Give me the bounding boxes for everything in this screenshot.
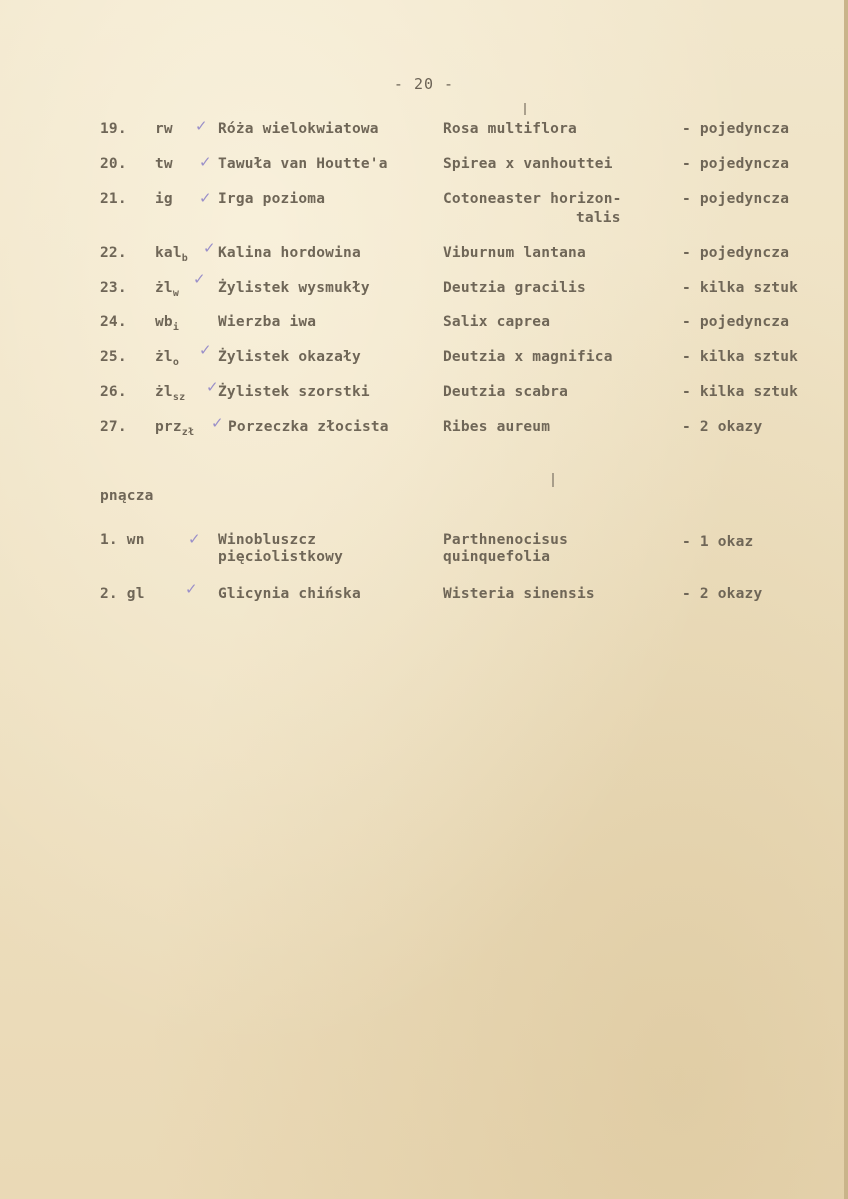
polish-name: Glicynia chińska <box>218 586 361 602</box>
polish-name: Irga pozioma <box>218 191 326 207</box>
check-mark-icon: ✓ <box>211 414 224 432</box>
polish-name: Porzeczka złocista <box>228 419 389 435</box>
item-abbreviation <box>155 279 179 303</box>
ink-mark <box>524 103 526 115</box>
polish-name: Żylistek okazały <box>218 349 361 365</box>
polish-name: Winobluszcz <box>218 532 317 548</box>
item-number: 2. gl <box>100 586 145 602</box>
latin-name: Salix caprea <box>443 314 551 330</box>
abbr-base: żl <box>155 280 173 296</box>
quantity: - 2 okazy <box>682 419 763 435</box>
list-item <box>0 190 848 230</box>
polish-name: Wierzba iwa <box>218 314 317 330</box>
item-number: 21. <box>100 191 127 207</box>
latin-name-continuation: quinquefolia <box>443 549 551 565</box>
polish-name-continuation: pięciolistkowy <box>218 549 344 565</box>
item-number: 24. <box>100 314 127 330</box>
item-abbreviation: tw <box>155 156 173 172</box>
item-number: 23. <box>100 280 127 296</box>
latin-name: Deutzia scabra <box>443 384 569 400</box>
latin-name-continuation: talis <box>576 210 621 226</box>
list-item <box>0 239 848 284</box>
quantity: - kilka sztuk <box>682 349 799 365</box>
item-abbreviation <box>155 383 185 407</box>
check-mark-icon: ✓ <box>193 270 206 288</box>
quantity: - pojedyncza <box>682 314 790 330</box>
quantity: - 1 okaz <box>682 534 754 550</box>
item-abbreviation: ig <box>155 191 173 207</box>
list-item <box>0 155 848 195</box>
abbr-base: kal <box>155 245 182 261</box>
polish-name: Żylistek wysmukły <box>218 280 370 296</box>
item-abbreviation <box>155 348 179 372</box>
list-item <box>0 341 848 388</box>
abbr-subscript: sz <box>172 392 186 403</box>
abbr-base: wb <box>155 314 173 330</box>
abbr-base: żl <box>155 384 173 400</box>
list-item <box>0 414 848 458</box>
latin-name: Viburnum lantana <box>443 245 586 261</box>
item-number: 22. <box>100 245 127 261</box>
section-title: pnącza <box>100 488 154 504</box>
abbr-base: żl <box>155 349 173 365</box>
quantity: - pojedyncza <box>682 121 790 137</box>
polish-name: Kalina hordowina <box>218 245 361 261</box>
quantity: - kilka sztuk <box>682 384 799 400</box>
quantity: - 2 okazy <box>682 586 763 602</box>
quantity: - pojedyncza <box>682 245 790 261</box>
item-abbreviation: rw <box>155 121 173 137</box>
quantity: - pojedyncza <box>682 156 790 172</box>
check-mark-icon: ✓ <box>188 530 201 548</box>
item-number: 26. <box>100 384 127 400</box>
check-mark-icon: ✓ <box>203 239 216 257</box>
item-number: 1. wn <box>100 532 145 548</box>
item-number: 20. <box>100 156 127 172</box>
latin-name: Parthnenocisus <box>443 532 569 548</box>
latin-name: Deutzia gracilis <box>443 280 586 296</box>
check-mark-icon: ✓ <box>199 153 212 171</box>
check-mark-icon: ✓ <box>195 117 208 135</box>
list-item <box>0 580 848 625</box>
item-abbreviation <box>155 244 188 268</box>
list-item <box>0 378 848 423</box>
latin-name: Cotoneaster horizon- <box>443 191 622 207</box>
latin-name: Ribes aureum <box>443 419 551 435</box>
check-mark-icon: ✓ <box>206 378 219 396</box>
abbr-base: prz <box>155 419 182 435</box>
polish-name: Żylistek szorstki <box>218 384 370 400</box>
polish-name: Tawuła van Houtte'a <box>218 156 388 172</box>
latin-name: Deutzia x magnifica <box>443 349 613 365</box>
item-number: 19. <box>100 121 127 137</box>
latin-name: Rosa multiflora <box>443 121 577 137</box>
ink-mark <box>552 473 554 487</box>
abbr-subscript: zł <box>181 427 195 438</box>
abbr-subscript: w <box>172 288 180 299</box>
check-mark-icon: ✓ <box>185 580 198 598</box>
quantity: - kilka sztuk <box>682 280 799 296</box>
page-number: - 20 - <box>393 75 455 93</box>
quantity: - pojedyncza <box>682 191 790 207</box>
abbr-subscript: o <box>172 357 180 368</box>
latin-name: Wisteria sinensis <box>443 586 595 602</box>
item-abbreviation <box>155 418 194 442</box>
item-number: 27. <box>100 419 127 435</box>
abbr-subscript: i <box>172 322 180 333</box>
check-mark-icon: ✓ <box>199 341 212 359</box>
item-abbreviation <box>155 313 179 337</box>
polish-name: Róża wielokwiatowa <box>218 121 379 137</box>
list-item <box>0 313 848 353</box>
list-item <box>0 531 848 579</box>
check-mark-icon: ✓ <box>199 189 212 207</box>
item-number: 25. <box>100 349 127 365</box>
list-item <box>0 117 848 160</box>
abbr-subscript: b <box>181 253 189 264</box>
latin-name: Spirea x vanhouttei <box>443 156 613 172</box>
